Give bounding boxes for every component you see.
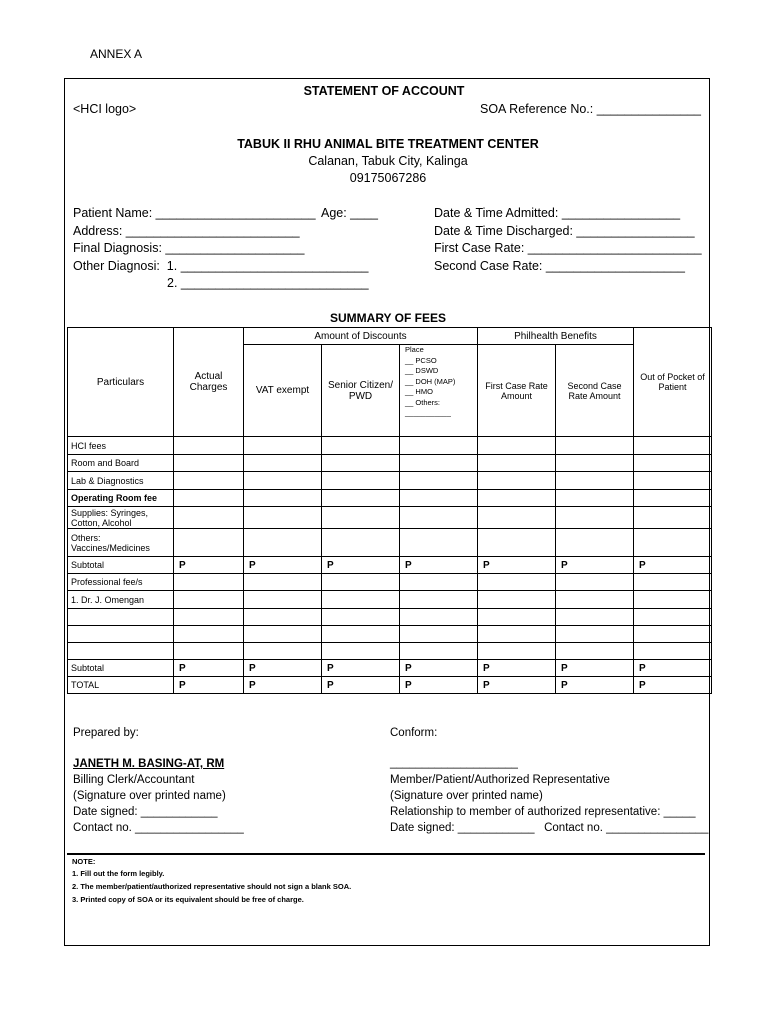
center-name: TABUK II RHU ANIMAL BITE TREATMENT CENTER	[237, 137, 539, 151]
conform-relationship: Relationship to member of authorized representative: _____	[390, 806, 696, 818]
peso-cell: P	[174, 557, 244, 574]
address-field: Address: _________________________	[73, 224, 300, 238]
fee-cell	[174, 626, 244, 643]
peso-cell: P	[634, 677, 712, 694]
fee-cell	[478, 609, 556, 626]
first-case-rate-field: First Case Rate: _________________________	[434, 241, 702, 255]
conform-label: Conform:	[390, 727, 438, 739]
row-label	[68, 626, 174, 643]
fee-cell	[400, 455, 478, 472]
place-option-doh: __ DOH (MAP)	[405, 376, 456, 386]
other-diagnosis-field-1: Other Diagnosi: 1. ___________________________	[73, 259, 369, 273]
fee-cell	[478, 626, 556, 643]
fee-cell	[244, 490, 322, 507]
peso-cell: P	[634, 660, 712, 677]
fee-cell	[174, 609, 244, 626]
age-field: Age: ____	[321, 206, 378, 220]
peso-cell: P	[400, 660, 478, 677]
fee-cell	[244, 643, 322, 660]
fee-cell	[322, 472, 400, 490]
table-row	[68, 609, 712, 626]
header-actual-charges: Actual Charges	[174, 328, 244, 437]
fee-cell	[244, 529, 322, 557]
fee-cell	[174, 455, 244, 472]
table-row	[68, 529, 712, 557]
conform-role: Member/Patient/Authorized Representative	[390, 774, 610, 786]
peso-cell: P	[556, 677, 634, 694]
row-label	[68, 643, 174, 660]
fee-cell	[556, 574, 634, 591]
row-label: HCI fees	[68, 437, 174, 455]
row-label: Lab & Diagnostics	[68, 472, 174, 490]
table-row	[68, 455, 712, 472]
fee-cell	[174, 591, 244, 609]
fee-cell	[556, 455, 634, 472]
table-row	[68, 490, 712, 507]
row-label: Operating Room fee	[68, 490, 174, 507]
table-row	[68, 660, 712, 677]
fee-cell	[244, 626, 322, 643]
peso-cell: P	[322, 677, 400, 694]
fee-cell	[400, 574, 478, 591]
table-row	[68, 643, 712, 660]
header-second-case-rate: Second Case Rate Amount	[556, 345, 634, 437]
soa-reference-field: SOA Reference No.: _______________	[480, 102, 702, 116]
fee-cell	[478, 507, 556, 529]
place-option-hmo: __ HMO	[405, 387, 433, 396]
date-discharged-field: Date & Time Discharged: _________________	[434, 224, 695, 238]
peso-cell: P	[478, 557, 556, 574]
fee-cell	[634, 472, 712, 490]
header-particulars: Particulars	[68, 328, 174, 437]
header-out-of-pocket: Out of Pocket of Patient	[634, 328, 712, 437]
fee-cell	[244, 591, 322, 609]
fee-cell	[322, 626, 400, 643]
fee-cell	[478, 529, 556, 557]
conform-date-contact: Date signed: ____________ Contact no. ________________	[390, 822, 709, 834]
table-row	[68, 437, 712, 455]
table-row	[68, 574, 712, 591]
place-title: Place	[405, 345, 424, 354]
fee-cell	[478, 472, 556, 490]
fee-cell	[244, 507, 322, 529]
row-label: Subtotal	[68, 557, 174, 574]
fee-cell	[556, 626, 634, 643]
peso-cell: P	[478, 677, 556, 694]
fee-cell	[174, 574, 244, 591]
fee-cell	[400, 591, 478, 609]
fee-cell	[322, 437, 400, 455]
fee-cell	[322, 490, 400, 507]
fee-cell	[556, 472, 634, 490]
fee-cell	[556, 490, 634, 507]
row-label: Others: Vaccines/Medicines	[68, 529, 174, 557]
final-diagnosis-field: Final Diagnosis: ____________________	[73, 241, 305, 255]
fee-cell	[322, 455, 400, 472]
fee-cell	[556, 529, 634, 557]
place-option-pcso: __ PCSO	[405, 355, 437, 365]
peso-cell: P	[174, 677, 244, 694]
fee-cell	[174, 529, 244, 557]
fee-cell	[634, 609, 712, 626]
fee-cell	[400, 626, 478, 643]
table-row	[68, 507, 712, 529]
fee-cell	[478, 437, 556, 455]
patient-name-field: Patient Name: _______________________	[73, 206, 316, 220]
place-option-others: __ Others:	[405, 397, 441, 407]
header-vat-exempt: VAT exempt	[244, 345, 322, 437]
fee-cell	[174, 437, 244, 455]
preparer-role: Billing Clerk/Accountant	[73, 774, 195, 786]
other-diagnosis-field-2: 2. ___________________________	[167, 276, 369, 290]
table-row	[68, 626, 712, 643]
row-label: Professional fee/s	[68, 574, 174, 591]
center-address: Calanan, Tabuk City, Kalinga	[308, 154, 468, 168]
fee-cell	[634, 643, 712, 660]
fee-cell	[634, 507, 712, 529]
header-place-options	[400, 345, 478, 437]
header-philhealth-benefits: Philhealth Benefits	[478, 328, 634, 345]
fee-cell	[556, 643, 634, 660]
fee-cell	[244, 455, 322, 472]
fee-cell	[322, 643, 400, 660]
place-option-dswd: __ DSWD	[405, 366, 439, 375]
row-label: TOTAL	[68, 677, 174, 694]
conform-signature-line: ____________________	[390, 757, 518, 769]
table-row	[68, 677, 712, 694]
fee-cell	[634, 626, 712, 643]
fees-table	[67, 327, 712, 694]
note-heading: NOTE:	[72, 857, 96, 866]
peso-cell: P	[556, 557, 634, 574]
preparer-signature-note: (Signature over printed name)	[73, 790, 226, 802]
note-item-2: 2. The member/patient/authorized representative should not sign a blank SOA.	[72, 882, 352, 891]
table-row	[68, 557, 712, 574]
peso-cell: P	[244, 677, 322, 694]
peso-cell: P	[634, 557, 712, 574]
fee-cell	[174, 490, 244, 507]
peso-cell: P	[556, 660, 634, 677]
fee-cell	[244, 609, 322, 626]
table-row	[68, 591, 712, 609]
fee-cell	[244, 472, 322, 490]
fee-cell	[322, 609, 400, 626]
fee-cell	[634, 591, 712, 609]
peso-cell: P	[244, 660, 322, 677]
fee-cell	[478, 591, 556, 609]
fee-cell	[478, 643, 556, 660]
peso-cell: P	[322, 557, 400, 574]
second-case-rate-field: Second Case Rate: ____________________	[434, 259, 685, 273]
header-senior-citizen: Senior Citizen/ PWD	[322, 345, 400, 437]
fee-cell	[174, 507, 244, 529]
peso-cell: P	[400, 677, 478, 694]
row-label: Supplies: Syringes, Cotton, Alcohol	[68, 507, 174, 529]
fee-cell	[174, 643, 244, 660]
fee-cell	[244, 437, 322, 455]
note-item-1: 1. Fill out the form legibly.	[72, 869, 165, 878]
peso-cell: P	[400, 557, 478, 574]
preparer-contact: Contact no. _________________	[73, 822, 244, 834]
table-row	[68, 472, 712, 490]
conform-signature-note: (Signature over printed name)	[390, 790, 543, 802]
notes-divider	[67, 853, 705, 855]
fee-cell	[400, 529, 478, 557]
fee-cell	[400, 643, 478, 660]
header-first-case-rate: First Case Rate Amount	[478, 345, 556, 437]
fee-cell	[478, 574, 556, 591]
fee-cell	[556, 609, 634, 626]
fee-cell	[400, 490, 478, 507]
summary-of-fees-title: SUMMARY OF FEES	[329, 311, 446, 325]
row-label: 1. Dr. J. Omengan	[68, 591, 174, 609]
fee-cell	[556, 591, 634, 609]
fee-cell	[478, 455, 556, 472]
preparer-date-signed: Date signed: ____________	[73, 806, 218, 818]
annex-label: ANNEX A	[90, 47, 143, 61]
fee-cell	[634, 490, 712, 507]
fee-cell	[400, 437, 478, 455]
header-amount-of-discounts: Amount of Discounts	[244, 328, 478, 345]
fee-cell	[174, 472, 244, 490]
preparer-name: JANETH M. BASING-AT, RM	[73, 758, 225, 770]
peso-cell: P	[174, 660, 244, 677]
fee-cell	[634, 437, 712, 455]
note-item-3: 3. Printed copy of SOA or its equivalent should be free of charge.	[72, 895, 304, 904]
form-title: STATEMENT OF ACCOUNT	[303, 84, 465, 98]
fee-cell	[556, 507, 634, 529]
row-label	[68, 609, 174, 626]
place-option-others-line: ___________	[405, 408, 451, 417]
fee-cell	[322, 591, 400, 609]
fee-cell	[478, 490, 556, 507]
center-phone: 09175067286	[349, 171, 427, 185]
date-admitted-field: Date & Time Admitted: _________________	[434, 206, 681, 220]
fee-cell	[322, 529, 400, 557]
fee-cell	[400, 507, 478, 529]
fee-cell	[400, 609, 478, 626]
fee-cell	[400, 472, 478, 490]
peso-cell: P	[478, 660, 556, 677]
row-label: Room and Board	[68, 455, 174, 472]
peso-cell: P	[322, 660, 400, 677]
fee-cell	[244, 574, 322, 591]
prepared-by-label: Prepared by:	[73, 727, 139, 739]
fee-cell	[322, 574, 400, 591]
fee-cell	[634, 574, 712, 591]
fee-cell	[634, 529, 712, 557]
fee-cell	[322, 507, 400, 529]
peso-cell: P	[244, 557, 322, 574]
fee-cell	[634, 455, 712, 472]
row-label: Subtotal	[68, 660, 174, 677]
fee-cell	[556, 437, 634, 455]
hci-logo-placeholder: <HCI logo>	[73, 102, 137, 116]
